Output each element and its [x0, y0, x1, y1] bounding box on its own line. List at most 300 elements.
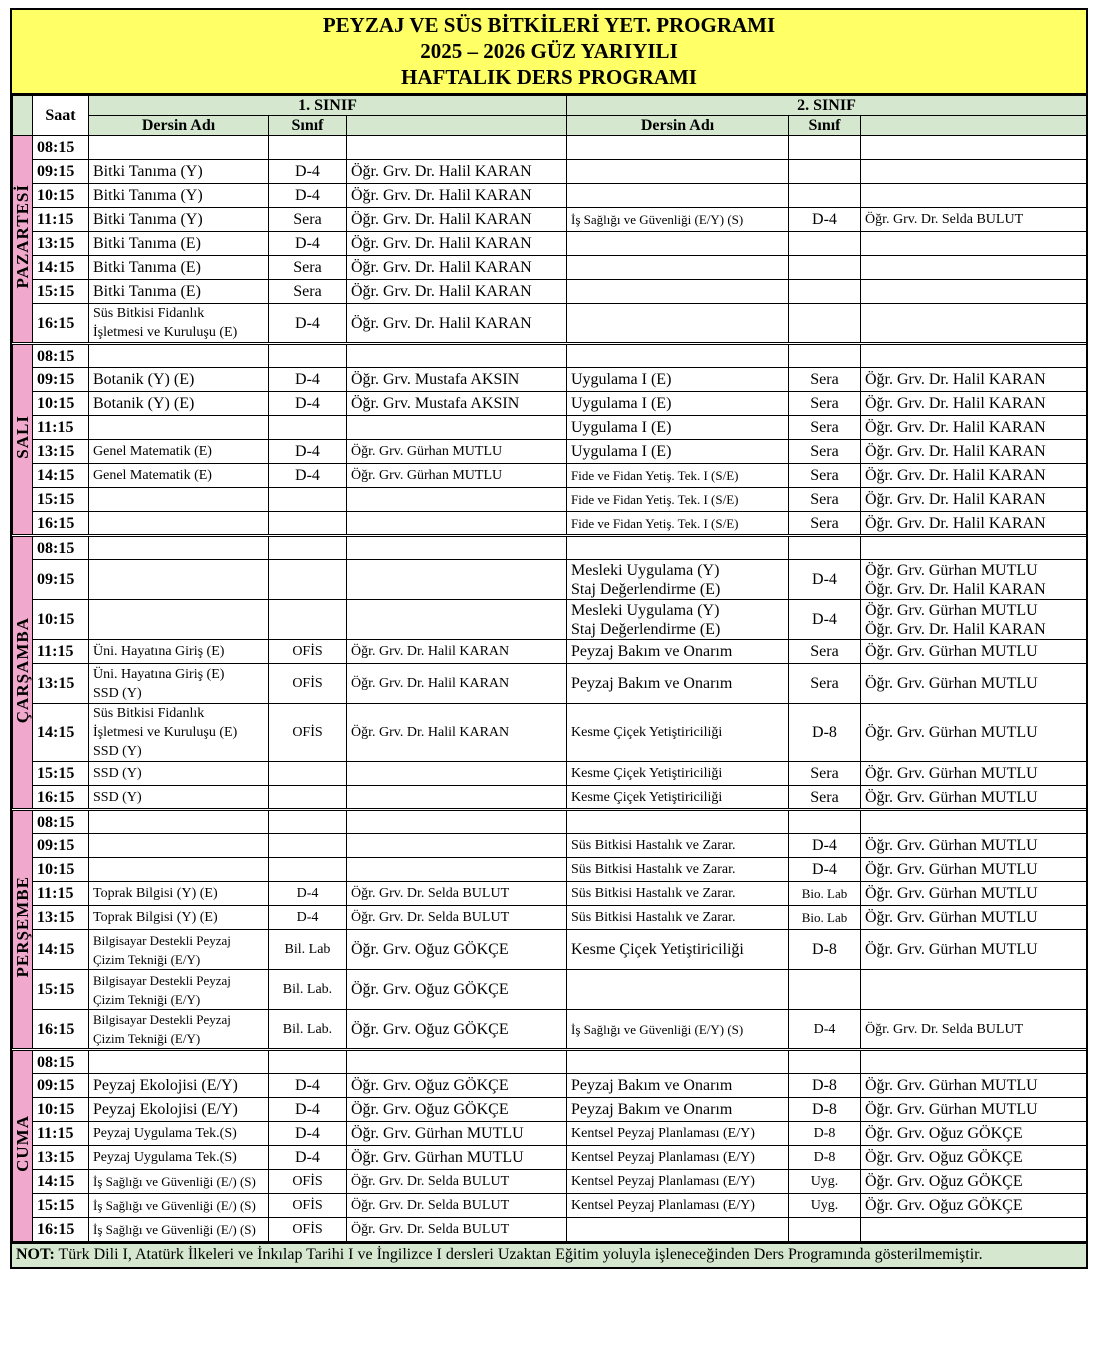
class2-course-cell	[567, 970, 789, 1010]
class2-teacher-cell: Öğr. Grv. Dr. Halil KARAN	[861, 440, 1087, 464]
time-cell: 13:15	[33, 440, 89, 464]
class2-course-cell	[567, 136, 789, 160]
time-cell: 09:15	[33, 160, 89, 184]
class2-room-cell	[789, 280, 861, 304]
class1-teacher-cell	[347, 560, 567, 600]
time-cell: 10:15	[33, 1098, 89, 1122]
class2-room-cell: D-4	[789, 834, 861, 858]
class2-teacher-cell: Öğr. Grv. Dr. Halil KARAN	[861, 416, 1087, 440]
col-header-class2: 2. SINIF	[567, 96, 1087, 116]
time-cell: 09:15	[33, 560, 89, 600]
class2-room-cell: Bio. Lab	[789, 882, 861, 906]
class1-course-cell: İş Sağlığı ve Güvenliği (E/) (S)	[89, 1170, 269, 1194]
class1-room-cell: D-4	[269, 464, 347, 488]
time-cell: 08:15	[33, 810, 89, 834]
schedule-row	[13, 1218, 1087, 1242]
class1-teacher-cell	[347, 488, 567, 512]
class1-course-cell: Bitki Tanıma (Y)	[89, 184, 269, 208]
class1-room-cell: D-4	[269, 440, 347, 464]
class2-room-cell: Sera	[789, 786, 861, 810]
class1-course-cell	[89, 488, 269, 512]
schedule-row	[13, 392, 1087, 416]
schedule-row	[13, 136, 1087, 160]
class1-teacher-cell: Öğr. Grv. Dr. Halil KARAN	[347, 664, 567, 704]
class2-teacher-cell: Öğr. Grv. Gürhan MUTLU	[861, 930, 1087, 970]
class2-course-cell: Fide ve Fidan Yetiş. Tek. I (S/E)	[567, 464, 789, 488]
class1-room-cell	[269, 344, 347, 368]
class2-course-cell: Uygulama I (E)	[567, 440, 789, 464]
class1-teacher-cell	[347, 762, 567, 786]
class1-teacher-cell	[347, 512, 567, 536]
class2-room-cell: Sera	[789, 640, 861, 664]
class1-course-cell: Üni. Hayatına Giriş (E) SSD (Y)	[89, 664, 269, 704]
class1-teacher-cell	[347, 786, 567, 810]
time-cell: 13:15	[33, 232, 89, 256]
class2-teacher-cell	[861, 810, 1087, 834]
class1-course-cell	[89, 344, 269, 368]
class1-teacher-cell: Öğr. Grv. Dr. Selda BULUT	[347, 1194, 567, 1218]
time-cell: 14:15	[33, 256, 89, 280]
schedule-row	[13, 762, 1087, 786]
schedule-row	[13, 368, 1087, 392]
class2-course-cell	[567, 810, 789, 834]
class2-room-cell: D-8	[789, 1098, 861, 1122]
col-header-sinif1: Sınıf	[269, 116, 347, 136]
time-cell: 16:15	[33, 786, 89, 810]
class2-course-cell: Kesme Çiçek Yetiştiriciliği	[567, 704, 789, 762]
class2-course-cell: Fide ve Fidan Yetiş. Tek. I (S/E)	[567, 488, 789, 512]
schedule-row	[13, 304, 1087, 344]
class2-teacher-cell: Öğr. Grv. Dr. Halil KARAN	[861, 512, 1087, 536]
class1-room-cell: D-4	[269, 1098, 347, 1122]
class1-teacher-cell	[347, 344, 567, 368]
class1-room-cell	[269, 600, 347, 640]
class1-room-cell	[269, 810, 347, 834]
class1-course-cell	[89, 834, 269, 858]
class2-room-cell: D-8	[789, 1074, 861, 1098]
class2-room-cell: Bio. Lab	[789, 906, 861, 930]
class2-teacher-cell: Öğr. Grv. Gürhan MUTLU	[861, 834, 1087, 858]
class2-teacher-cell: Öğr. Grv. Gürhan MUTLU	[861, 704, 1087, 762]
class1-room-cell: D-4	[269, 906, 347, 930]
time-cell: 09:15	[33, 1074, 89, 1098]
class1-course-cell: Bilgisayar Destekli Peyzaj Çizim Tekniği (E/Y)	[89, 930, 269, 970]
class1-course-cell: Toprak Bilgisi (Y) (E)	[89, 906, 269, 930]
time-cell: 16:15	[33, 512, 89, 536]
class1-room-cell: OFİS	[269, 1218, 347, 1242]
class1-teacher-cell: Öğr. Grv. Gürhan MUTLU	[347, 440, 567, 464]
class1-teacher-cell: Öğr. Grv. Oğuz GÖKÇE	[347, 1010, 567, 1050]
schedule-row	[13, 256, 1087, 280]
class2-teacher-cell: Öğr. Grv. Dr. Halil KARAN	[861, 392, 1087, 416]
class2-room-cell: D-8	[789, 930, 861, 970]
class1-teacher-cell	[347, 536, 567, 560]
class2-course-cell	[567, 304, 789, 344]
class1-course-cell: Peyzaj Ekolojisi (E/Y)	[89, 1098, 269, 1122]
class1-course-cell	[89, 416, 269, 440]
day-label-cell	[13, 1050, 33, 1242]
time-cell: 10:15	[33, 858, 89, 882]
class1-course-cell	[89, 560, 269, 600]
class2-course-cell	[567, 536, 789, 560]
class1-teacher-cell: Öğr. Grv. Gürhan MUTLU	[347, 1122, 567, 1146]
schedule-row	[13, 560, 1087, 600]
class1-course-cell: Botanik (Y) (E)	[89, 368, 269, 392]
class2-teacher-cell: Öğr. Grv. Gürhan MUTLU	[861, 762, 1087, 786]
class2-teacher-cell: Öğr. Grv. Gürhan MUTLU	[861, 1098, 1087, 1122]
class2-course-cell: Kesme Çiçek Yetiştiriciliği	[567, 930, 789, 970]
class2-room-cell: D-4	[789, 600, 861, 640]
class2-course-cell: Uygulama I (E)	[567, 368, 789, 392]
class1-course-cell: İş Sağlığı ve Güvenliği (E/) (S)	[89, 1194, 269, 1218]
time-cell: 14:15	[33, 704, 89, 762]
class2-course-cell: Fide ve Fidan Yetiş. Tek. I (S/E)	[567, 512, 789, 536]
schedule-row	[13, 810, 1087, 834]
class1-teacher-cell: Öğr. Grv. Dr. Selda BULUT	[347, 882, 567, 906]
class2-course-cell: İş Sağlığı ve Güvenliği (E/Y) (S)	[567, 1010, 789, 1050]
schedule-row	[13, 1194, 1087, 1218]
class1-teacher-cell: Öğr. Grv. Dr. Halil KARAN	[347, 208, 567, 232]
schedule-row	[13, 208, 1087, 232]
class2-course-cell: Kentsel Peyzaj Planlaması (E/Y)	[567, 1146, 789, 1170]
schedule-sheet	[10, 8, 1088, 1269]
class2-course-cell: Uygulama I (E)	[567, 392, 789, 416]
class2-room-cell	[789, 810, 861, 834]
class1-course-cell	[89, 536, 269, 560]
schedule-row	[13, 1050, 1087, 1074]
class1-room-cell: D-4	[269, 1074, 347, 1098]
class1-teacher-cell: Öğr. Grv. Dr. Selda BULUT	[347, 1170, 567, 1194]
class1-course-cell: Bitki Tanıma (Y)	[89, 208, 269, 232]
class1-room-cell	[269, 858, 347, 882]
class2-course-cell: Mesleki Uygulama (Y) Staj Değerlendirme (E)	[567, 600, 789, 640]
class1-course-cell: Süs Bitkisi Fidanlık İşletmesi ve Kuruluşu (E)	[89, 304, 269, 344]
class1-course-cell: Bitki Tanıma (E)	[89, 280, 269, 304]
schedule-row	[13, 1074, 1087, 1098]
class1-teacher-cell: Öğr. Grv. Dr. Halil KARAN	[347, 160, 567, 184]
class2-teacher-cell: Öğr. Grv. Gürhan MUTLU	[861, 640, 1087, 664]
class1-teacher-cell: Öğr. Grv. Gürhan MUTLU	[347, 464, 567, 488]
class2-teacher-cell: Öğr. Grv. Gürhan MUTLU	[861, 786, 1087, 810]
class2-course-cell: İş Sağlığı ve Güvenliği (E/Y) (S)	[567, 208, 789, 232]
footer-note	[12, 1242, 1086, 1267]
time-cell: 11:15	[33, 208, 89, 232]
class1-teacher-cell: Öğr. Grv. Gürhan MUTLU	[347, 1146, 567, 1170]
class2-room-cell: D-8	[789, 704, 861, 762]
time-cell: 09:15	[33, 834, 89, 858]
class2-room-cell: D-4	[789, 858, 861, 882]
time-cell: 14:15	[33, 930, 89, 970]
col-header-ders2: Dersin Adı	[567, 116, 789, 136]
col-header-teacher1	[347, 116, 567, 136]
class2-course-cell: Mesleki Uygulama (Y) Staj Değerlendirme (E)	[567, 560, 789, 600]
class2-room-cell: Sera	[789, 440, 861, 464]
class1-teacher-cell: Öğr. Grv. Oğuz GÖKÇE	[347, 970, 567, 1010]
schedule-row	[13, 906, 1087, 930]
class1-teacher-cell: Öğr. Grv. Mustafa AKSIN	[347, 368, 567, 392]
time-cell: 11:15	[33, 416, 89, 440]
class2-room-cell	[789, 1218, 861, 1242]
class1-room-cell: D-4	[269, 1122, 347, 1146]
class1-room-cell: D-4	[269, 882, 347, 906]
class2-room-cell: Sera	[789, 488, 861, 512]
time-cell: 13:15	[33, 664, 89, 704]
class2-course-cell	[567, 160, 789, 184]
day-name: PERŞEMBE	[13, 876, 32, 978]
class2-room-cell	[789, 184, 861, 208]
class1-room-cell: OFİS	[269, 1170, 347, 1194]
time-cell: 11:15	[33, 640, 89, 664]
class1-course-cell	[89, 512, 269, 536]
class1-course-cell: Bitki Tanıma (E)	[89, 232, 269, 256]
class2-room-cell	[789, 160, 861, 184]
header-title-line3: HAFTALIK DERS PROGRAMI	[401, 65, 697, 89]
class2-course-cell	[567, 256, 789, 280]
class1-course-cell: SSD (Y)	[89, 762, 269, 786]
time-cell: 15:15	[33, 1194, 89, 1218]
note-label: NOT:	[16, 1246, 55, 1263]
schedule-row	[13, 440, 1087, 464]
class1-teacher-cell: Öğr. Grv. Dr. Halil KARAN	[347, 256, 567, 280]
class2-teacher-cell	[861, 232, 1087, 256]
schedule-row	[13, 536, 1087, 560]
schedule-row	[13, 160, 1087, 184]
class2-room-cell: D-4	[789, 1010, 861, 1050]
class2-course-cell: Kentsel Peyzaj Planlaması (E/Y)	[567, 1170, 789, 1194]
time-cell: 13:15	[33, 906, 89, 930]
class1-teacher-cell: Öğr. Grv. Oğuz GÖKÇE	[347, 1098, 567, 1122]
col-header-ders1: Dersin Adı	[89, 116, 269, 136]
class2-course-cell: Kentsel Peyzaj Planlaması (E/Y)	[567, 1194, 789, 1218]
class1-course-cell: Bilgisayar Destekli Peyzaj Çizim Tekniği (E/Y)	[89, 1010, 269, 1050]
col-header-class1: 1. SINIF	[89, 96, 567, 116]
time-cell: 08:15	[33, 344, 89, 368]
class2-room-cell	[789, 136, 861, 160]
class1-course-cell	[89, 600, 269, 640]
time-cell: 15:15	[33, 488, 89, 512]
class2-room-cell	[789, 1050, 861, 1074]
class1-course-cell: İş Sağlığı ve Güvenliği (E/) (S)	[89, 1218, 269, 1242]
class1-room-cell: OFİS	[269, 664, 347, 704]
day-name: PAZARTESİ	[13, 184, 32, 289]
schedule-row	[13, 512, 1087, 536]
class2-room-cell: Sera	[789, 416, 861, 440]
class1-course-cell: Peyzaj Ekolojisi (E/Y)	[89, 1074, 269, 1098]
class2-course-cell: Peyzaj Bakım ve Onarım	[567, 664, 789, 704]
schedule-row	[13, 416, 1087, 440]
class2-teacher-cell	[861, 536, 1087, 560]
class2-room-cell: Sera	[789, 368, 861, 392]
schedule-row	[13, 930, 1087, 970]
time-cell: 10:15	[33, 392, 89, 416]
class1-course-cell: Bitki Tanıma (E)	[89, 256, 269, 280]
schedule-row	[13, 858, 1087, 882]
class2-course-cell: Süs Bitkisi Hastalık ve Zarar.	[567, 882, 789, 906]
class1-course-cell	[89, 1050, 269, 1074]
class1-teacher-cell	[347, 1050, 567, 1074]
col-header-sinif2: Sınıf	[789, 116, 861, 136]
schedule-row	[13, 704, 1087, 762]
class1-teacher-cell: Öğr. Grv. Dr. Selda BULUT	[347, 906, 567, 930]
day-name: SALI	[13, 415, 32, 459]
class2-teacher-cell	[861, 1218, 1087, 1242]
schedule-table	[12, 95, 1087, 1242]
class2-teacher-cell	[861, 344, 1087, 368]
class1-course-cell	[89, 810, 269, 834]
schedule-row	[13, 280, 1087, 304]
class2-room-cell	[789, 232, 861, 256]
class1-room-cell: OFİS	[269, 1194, 347, 1218]
corner-cell	[13, 96, 33, 136]
class2-course-cell: Süs Bitkisi Hastalık ve Zarar.	[567, 834, 789, 858]
class1-room-cell: Sera	[269, 208, 347, 232]
col-header-teacher2	[861, 116, 1087, 136]
class2-course-cell: Süs Bitkisi Hastalık ve Zarar.	[567, 858, 789, 882]
class1-teacher-cell	[347, 136, 567, 160]
class2-teacher-cell: Öğr. Grv. Oğuz GÖKÇE	[861, 1170, 1087, 1194]
class2-teacher-cell: Öğr. Grv. Dr. Halil KARAN	[861, 368, 1087, 392]
class2-teacher-cell	[861, 160, 1087, 184]
schedule-row	[13, 1098, 1087, 1122]
schedule-row	[13, 344, 1087, 368]
class2-room-cell: Uyg.	[789, 1194, 861, 1218]
class1-teacher-cell	[347, 600, 567, 640]
class2-teacher-cell: Öğr. Grv. Oğuz GÖKÇE	[861, 1122, 1087, 1146]
class2-course-cell: Süs Bitkisi Hastalık ve Zarar.	[567, 906, 789, 930]
class1-teacher-cell: Öğr. Grv. Oğuz GÖKÇE	[347, 1074, 567, 1098]
class2-room-cell: Uyg.	[789, 1170, 861, 1194]
class1-room-cell	[269, 136, 347, 160]
class2-room-cell: Sera	[789, 464, 861, 488]
class2-teacher-cell: Öğr. Grv. Gürhan MUTLU Öğr. Grv. Dr. Halil KARAN	[861, 600, 1087, 640]
class1-course-cell: Peyzaj Uygulama Tek.(S)	[89, 1122, 269, 1146]
class2-teacher-cell	[861, 280, 1087, 304]
class2-room-cell	[789, 970, 861, 1010]
class2-room-cell: D-8	[789, 1146, 861, 1170]
class1-room-cell: OFİS	[269, 640, 347, 664]
class1-room-cell: Sera	[269, 280, 347, 304]
class1-teacher-cell	[347, 416, 567, 440]
class2-teacher-cell	[861, 184, 1087, 208]
class2-course-cell	[567, 344, 789, 368]
class2-teacher-cell: Öğr. Grv. Gürhan MUTLU Öğr. Grv. Dr. Halil KARAN	[861, 560, 1087, 600]
class2-teacher-cell	[861, 256, 1087, 280]
class1-room-cell	[269, 488, 347, 512]
class1-room-cell: D-4	[269, 368, 347, 392]
class1-course-cell: Bilgisayar Destekli Peyzaj Çizim Tekniği (E/Y)	[89, 970, 269, 1010]
schedule-header	[12, 10, 1086, 95]
schedule-row	[13, 464, 1087, 488]
class2-room-cell: D-8	[789, 1122, 861, 1146]
schedule-body	[13, 136, 1087, 1242]
class1-room-cell: D-4	[269, 392, 347, 416]
time-cell: 08:15	[33, 536, 89, 560]
class1-room-cell	[269, 416, 347, 440]
class1-course-cell: Toprak Bilgisi (Y) (E)	[89, 882, 269, 906]
class2-room-cell: D-4	[789, 208, 861, 232]
schedule-row	[13, 600, 1087, 640]
time-cell: 11:15	[33, 1122, 89, 1146]
class2-teacher-cell: Öğr. Grv. Dr. Selda BULUT	[861, 1010, 1087, 1050]
class2-room-cell: Sera	[789, 512, 861, 536]
time-cell: 15:15	[33, 280, 89, 304]
time-cell: 15:15	[33, 762, 89, 786]
class2-room-cell	[789, 256, 861, 280]
class1-teacher-cell: Öğr. Grv. Dr. Halil KARAN	[347, 232, 567, 256]
class1-teacher-cell: Öğr. Grv. Mustafa AKSIN	[347, 392, 567, 416]
class1-room-cell	[269, 786, 347, 810]
class2-course-cell: Uygulama I (E)	[567, 416, 789, 440]
class2-teacher-cell: Öğr. Grv. Gürhan MUTLU	[861, 882, 1087, 906]
class1-course-cell: SSD (Y)	[89, 786, 269, 810]
class1-room-cell: D-4	[269, 184, 347, 208]
time-cell: 10:15	[33, 600, 89, 640]
class2-teacher-cell	[861, 136, 1087, 160]
class2-teacher-cell: Öğr. Grv. Gürhan MUTLU	[861, 906, 1087, 930]
class2-teacher-cell: Öğr. Grv. Gürhan MUTLU	[861, 858, 1087, 882]
schedule-row	[13, 834, 1087, 858]
class2-teacher-cell: Öğr. Grv. Dr. Halil KARAN	[861, 488, 1087, 512]
schedule-row	[13, 184, 1087, 208]
class1-course-cell	[89, 136, 269, 160]
class2-course-cell	[567, 280, 789, 304]
class1-room-cell: OFİS	[269, 704, 347, 762]
class1-teacher-cell: Öğr. Grv. Dr. Halil KARAN	[347, 184, 567, 208]
class2-course-cell: Peyzaj Bakım ve Onarım	[567, 1074, 789, 1098]
class1-teacher-cell	[347, 858, 567, 882]
time-cell: 11:15	[33, 882, 89, 906]
class1-room-cell: Bil. Lab.	[269, 1010, 347, 1050]
class1-room-cell	[269, 536, 347, 560]
time-cell: 14:15	[33, 1170, 89, 1194]
class2-room-cell	[789, 536, 861, 560]
class1-teacher-cell: Öğr. Grv. Dr. Halil KARAN	[347, 280, 567, 304]
time-cell: 09:15	[33, 368, 89, 392]
class1-course-cell	[89, 858, 269, 882]
class1-room-cell: D-4	[269, 160, 347, 184]
class1-course-cell: Botanik (Y) (E)	[89, 392, 269, 416]
time-cell: 10:15	[33, 184, 89, 208]
class2-room-cell	[789, 344, 861, 368]
class1-room-cell: D-4	[269, 232, 347, 256]
class2-course-cell	[567, 1218, 789, 1242]
class1-course-cell: Genel Matematik (E)	[89, 464, 269, 488]
day-label-cell	[13, 536, 33, 810]
schedule-row	[13, 488, 1087, 512]
time-cell: 16:15	[33, 1218, 89, 1242]
class1-course-cell: Bitki Tanıma (Y)	[89, 160, 269, 184]
schedule-row	[13, 232, 1087, 256]
time-cell: 08:15	[33, 1050, 89, 1074]
class1-teacher-cell: Öğr. Grv. Dr. Halil KARAN	[347, 304, 567, 344]
class1-room-cell	[269, 512, 347, 536]
schedule-row	[13, 1010, 1087, 1050]
class1-course-cell: Üni. Hayatına Giriş (E)	[89, 640, 269, 664]
schedule-row	[13, 970, 1087, 1010]
col-header-saat: Saat	[33, 96, 89, 136]
class1-course-cell: Peyzaj Uygulama Tek.(S)	[89, 1146, 269, 1170]
schedule-row	[13, 1146, 1087, 1170]
schedule-row	[13, 1122, 1087, 1146]
class2-course-cell	[567, 184, 789, 208]
class2-course-cell	[567, 1050, 789, 1074]
class2-teacher-cell	[861, 1050, 1087, 1074]
class2-course-cell: Kentsel Peyzaj Planlaması (E/Y)	[567, 1122, 789, 1146]
note-text: Türk Dili I, Atatürk İlkeleri ve İnkılap Tarihi I ve İngilizce I dersleri Uzaktan Eğitim yoluyla işleneceğinden Ders Programında gösterilmemiştir.	[54, 1246, 983, 1263]
class1-room-cell	[269, 834, 347, 858]
class2-room-cell	[789, 304, 861, 344]
class1-teacher-cell	[347, 834, 567, 858]
